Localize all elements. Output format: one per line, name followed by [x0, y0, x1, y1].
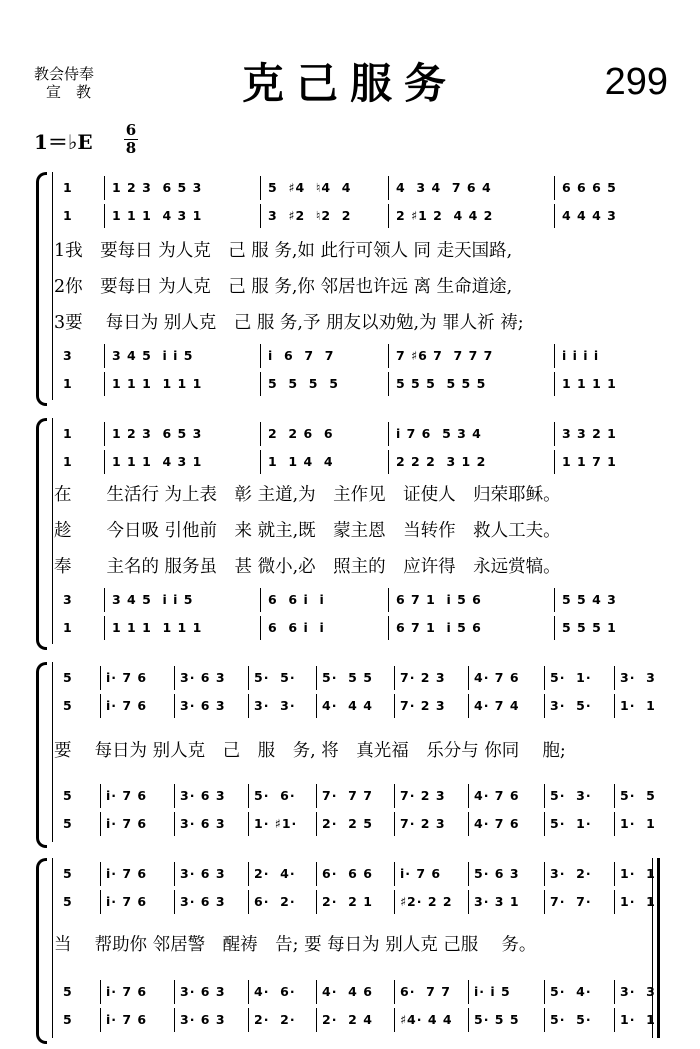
subcategory-label: 宣 教: [46, 83, 92, 101]
system-line: [52, 172, 53, 400]
measure: 3 3 2 1: [562, 426, 617, 441]
measure: 7· 2 3: [400, 670, 446, 685]
measure: 2 2 2 3 1 2: [396, 454, 487, 469]
measure: 4· 4 6: [322, 984, 373, 999]
measure: 7· 2 3: [400, 698, 446, 713]
measure: i· 7 6: [106, 788, 148, 803]
lyric-verse-1: 在 生活行 为上表 彰 主道,为 主作见 证使人 归荣耶稣。: [54, 485, 561, 505]
lyric-verse-3: 奉 主名的 服务虽 甚 微小,必 照主的 应许得 永远赏犒。: [54, 557, 561, 577]
measure-pickup: 5: [63, 670, 73, 685]
measure: 5· 5 5: [322, 670, 373, 685]
system-line: [52, 858, 53, 1038]
measure: 4· 7 4: [474, 698, 520, 713]
measure-pickup: 3: [63, 592, 73, 607]
measure: 6 6 i i: [268, 592, 325, 607]
measure: 6· 2·: [254, 894, 296, 909]
measure-pickup: 1: [63, 426, 73, 441]
measure: 5 5 5 1: [562, 620, 617, 635]
measure: 5· 4·: [550, 984, 592, 999]
measure: i 7 6 5 3 4: [396, 426, 482, 441]
measure: 3· 6 3: [180, 788, 226, 803]
measure: i i i i: [562, 348, 600, 363]
measure: 2· 4·: [254, 866, 296, 881]
measure-pickup: 1: [63, 376, 73, 391]
measure: 5· 6·: [254, 788, 296, 803]
final-thick-barline: [657, 858, 660, 1038]
score-system-4: [0, 858, 700, 1040]
measure: 1· 1: [620, 698, 656, 713]
measure-pickup: 5: [63, 866, 73, 881]
measure: 7 ♯6 7 7 7 7: [396, 348, 494, 363]
measure: 4· 7 6: [474, 670, 520, 685]
measure: 4· 7 6: [474, 816, 520, 831]
measure: 2 2 6 6: [268, 426, 334, 441]
measure: 4· 6·: [254, 984, 296, 999]
measure: 3· 3·: [254, 698, 296, 713]
time-signature: [124, 123, 138, 156]
measure: 3· 3: [620, 984, 656, 999]
measure: 1 1 1 4 3 1: [112, 454, 203, 469]
measure: 6 7 1 i 5 6: [396, 620, 482, 635]
measure: 5· 1·: [550, 670, 592, 685]
system-brace: [36, 418, 47, 650]
measure: 1· 1: [620, 816, 656, 831]
system-brace: [36, 662, 47, 848]
measure: 5 5 5 5: [268, 376, 339, 391]
measure: 3· 3 1: [474, 894, 520, 909]
measure-pickup: 5: [63, 984, 73, 999]
measure-pickup: 5: [63, 894, 73, 909]
measure: 7· 7 7: [322, 788, 373, 803]
measure: 1 2 3 6 5 3: [112, 426, 203, 441]
measure: 2· 2 4: [322, 1012, 373, 1027]
measure-pickup: 5: [63, 788, 73, 803]
measure-pickup: 1: [63, 208, 73, 223]
measure: 3 4 5 i i 5: [112, 592, 194, 607]
measure: 3 4 5 i i 5: [112, 348, 194, 363]
measure: 5· 5·: [550, 1012, 592, 1027]
measure: 5· 3·: [550, 788, 592, 803]
measure: 2 ♯1 2 4 4 2: [396, 208, 494, 223]
system-line: [52, 662, 53, 842]
measure: 3· 3: [620, 670, 656, 685]
measure: 5· 5 5: [474, 1012, 520, 1027]
meter-bottom: 8: [125, 139, 137, 157]
lyric-refrain: 当 帮助你 邻居警 醒祷 告; 要 每日为 别人克 己服 务。: [54, 935, 537, 955]
measure: 5 5 4 3: [562, 592, 617, 607]
measure: ♯2· 2 2: [400, 894, 453, 909]
measure: 4· 7 6: [474, 788, 520, 803]
measure: i 6 7 7: [268, 348, 335, 363]
measure: 6· 6 6: [322, 866, 373, 881]
measure: 5 ♯4 ♮4 4: [268, 180, 352, 195]
measure: 1· ♯1·: [254, 816, 298, 831]
measure: 1 2 3 6 5 3: [112, 180, 203, 195]
measure-pickup: 5: [63, 1012, 73, 1027]
measure: 1 1 1 1 1 1: [112, 620, 203, 635]
lyric-verse-2: 趁 今日吸 引他前 来 就主,既 蒙主恩 当转作 救人工夫。: [54, 521, 561, 541]
measure: 5· 5: [620, 788, 656, 803]
lyric-verse-1: 1我 要每日 为人克 己 服 务,如 此行可领人 同 走天国路,: [54, 241, 513, 261]
measure: 4 4 4 3: [562, 208, 617, 223]
measure: 7· 2 3: [400, 788, 446, 803]
measure: 1· 1: [620, 866, 656, 881]
measure: i· 7 6: [106, 866, 148, 881]
measure: 5 5 5 5 5 5: [396, 376, 487, 391]
measure-pickup: 1: [63, 620, 73, 635]
measure: ♯4· 4 4: [400, 1012, 453, 1027]
system-brace: [36, 172, 47, 406]
measure: 2· 2·: [254, 1012, 296, 1027]
lyric-verse-2: 2你 要每日 为人克 己 服 务,你 邻居也许远 离 生命道途,: [54, 277, 513, 297]
measure: 3· 6 3: [180, 1012, 226, 1027]
system-brace: [36, 858, 47, 1044]
measure: i· 7 6: [106, 670, 148, 685]
score-system-3: [0, 662, 700, 844]
lyric-refrain: 要 每日为 别人克 己 服 务, 将 真光福 乐分与 你同 胞;: [54, 741, 566, 761]
measure: 4· 4 4: [322, 698, 373, 713]
lyric-verse-3: 3要 每日为 别人克 己 服 务,予 朋友以劝勉,为 罪人祈 祷;: [54, 313, 524, 333]
hymn-title: 克己服务: [241, 59, 458, 108]
measure: 3· 6 3: [180, 984, 226, 999]
measure: 4 3 4 7 6 4: [396, 180, 492, 195]
measure: 2· 2 1: [322, 894, 373, 909]
measure: 6 7 1 i 5 6: [396, 592, 482, 607]
score-system-1: [0, 172, 700, 402]
measure: 1· 1: [620, 894, 656, 909]
measure-pickup: 3: [63, 348, 73, 363]
measure: i· 7 6: [106, 894, 148, 909]
measure: 5· 5·: [254, 670, 296, 685]
measure: 5· 1·: [550, 816, 592, 831]
measure: i· 7 6: [106, 1012, 148, 1027]
measure-pickup: 5: [63, 698, 73, 713]
measure: i· 7 6: [106, 698, 148, 713]
measure-pickup: 1: [63, 454, 73, 469]
measure: i· i 5: [474, 984, 511, 999]
measure: 3 ♯2 ♮2 2: [268, 208, 352, 223]
measure: 1 1 1 4 3 1: [112, 208, 203, 223]
measure: 1 1 4 4: [268, 454, 334, 469]
system-line: [52, 418, 53, 644]
measure: 1· 1: [620, 1012, 656, 1027]
measure: 1 1 7 1: [562, 454, 617, 469]
measure: 3· 5·: [550, 698, 592, 713]
measure: i· 7 6: [106, 816, 148, 831]
meter-top: 6: [125, 121, 137, 139]
measure: 7· 2 3: [400, 816, 446, 831]
key-signature: 1＝♭E: [34, 130, 93, 154]
score-system-2: [0, 418, 700, 646]
measure: 7· 7·: [550, 894, 592, 909]
measure: i· 7 6: [400, 866, 442, 881]
measure: 1 1 1 1: [562, 376, 617, 391]
measure: 3· 6 3: [180, 894, 226, 909]
category-label: 教会侍奉: [34, 65, 95, 83]
measure: 1 1 1 1 1 1: [112, 376, 203, 391]
measure: 3· 6 3: [180, 816, 226, 831]
measure-pickup: 5: [63, 816, 73, 831]
final-thin-barline: [652, 858, 653, 1038]
measure: 3· 6 3: [180, 670, 226, 685]
measure: 3· 2·: [550, 866, 592, 881]
measure: 5· 6 3: [474, 866, 520, 881]
measure: 3· 6 3: [180, 866, 226, 881]
measure: 2· 2 5: [322, 816, 373, 831]
measure: 6 6 6 5: [562, 180, 617, 195]
measure: 6 6 i i: [268, 620, 325, 635]
measure: 3· 6 3: [180, 698, 226, 713]
measure-pickup: 1: [63, 180, 73, 195]
measure: 6· 7 7: [400, 984, 451, 999]
measure: i· 7 6: [106, 984, 148, 999]
hymn-number: 299: [604, 61, 668, 103]
